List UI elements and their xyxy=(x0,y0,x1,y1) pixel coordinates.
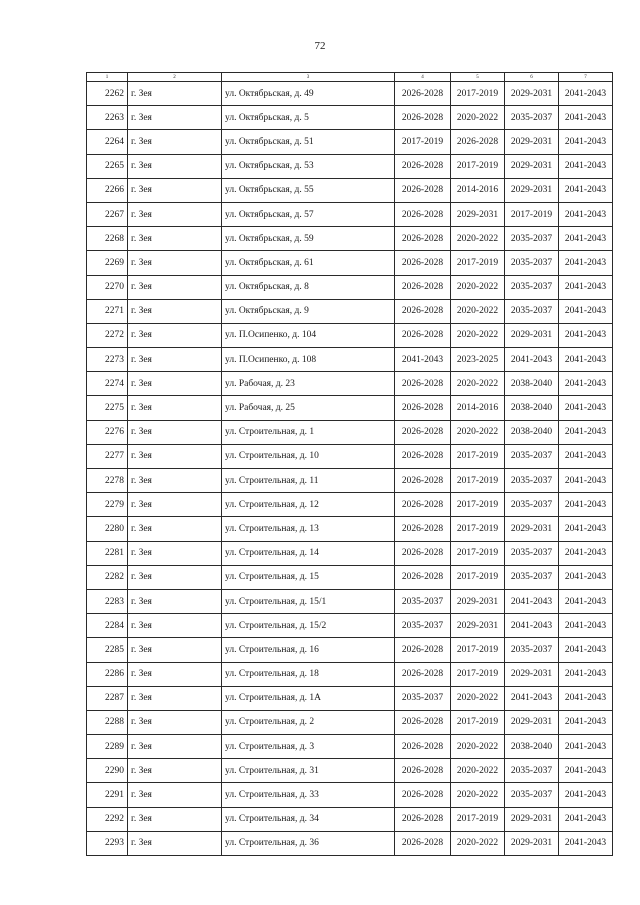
period-cell: 2029-2031 xyxy=(505,178,559,202)
row-number-cell: 2291 xyxy=(87,783,128,807)
period-cell: 2041-2043 xyxy=(559,662,613,686)
period-cell: 2026-2028 xyxy=(395,662,451,686)
period-cell: 2026-2028 xyxy=(395,299,451,323)
table-row xyxy=(87,807,613,831)
period-cell: 2041-2043 xyxy=(559,565,613,589)
period-cell: 2020-2022 xyxy=(451,420,505,444)
period-cell: 2035-2037 xyxy=(505,299,559,323)
table-row xyxy=(87,686,613,710)
table-row xyxy=(87,783,613,807)
address-cell: ул. Строительная, д. 31 xyxy=(222,759,395,783)
row-number-cell: 2269 xyxy=(87,251,128,275)
period-cell: 2020-2022 xyxy=(451,759,505,783)
period-cell: 2026-2028 xyxy=(395,396,451,420)
period-cell: 2017-2019 xyxy=(451,807,505,831)
row-number-cell: 2262 xyxy=(87,82,128,106)
table-row xyxy=(87,82,613,106)
period-cell: 2029-2031 xyxy=(505,710,559,734)
period-cell: 2029-2031 xyxy=(505,517,559,541)
address-cell: ул. Октябрьская, д. 5 xyxy=(222,106,395,130)
period-cell: 2041-2043 xyxy=(559,82,613,106)
period-cell: 2026-2028 xyxy=(395,735,451,759)
table-row xyxy=(87,396,613,420)
period-cell: 2020-2022 xyxy=(451,227,505,251)
period-cell: 2026-2028 xyxy=(395,202,451,226)
table-row xyxy=(87,614,613,638)
city-cell: г. Зея xyxy=(128,106,222,130)
period-cell: 2035-2037 xyxy=(505,227,559,251)
address-cell: ул. Строительная, д. 1А xyxy=(222,686,395,710)
column-header: 7 xyxy=(559,73,613,82)
period-cell: 2035-2037 xyxy=(395,589,451,613)
period-cell: 2026-2028 xyxy=(395,372,451,396)
period-cell: 2041-2043 xyxy=(559,275,613,299)
period-cell: 2029-2031 xyxy=(451,202,505,226)
address-cell: ул. Строительная, д. 33 xyxy=(222,783,395,807)
period-cell: 2041-2043 xyxy=(559,299,613,323)
period-cell: 2041-2043 xyxy=(559,154,613,178)
city-cell: г. Зея xyxy=(128,565,222,589)
period-cell: 2020-2022 xyxy=(451,106,505,130)
period-cell: 2017-2019 xyxy=(451,154,505,178)
period-cell: 2041-2043 xyxy=(559,106,613,130)
city-cell: г. Зея xyxy=(128,831,222,855)
period-cell: 2029-2031 xyxy=(505,154,559,178)
period-cell: 2038-2040 xyxy=(505,372,559,396)
period-cell: 2029-2031 xyxy=(505,662,559,686)
period-cell: 2023-2025 xyxy=(451,348,505,372)
period-cell: 2020-2022 xyxy=(451,783,505,807)
table-row xyxy=(87,541,613,565)
period-cell: 2026-2028 xyxy=(395,493,451,517)
period-cell: 2026-2028 xyxy=(395,106,451,130)
address-cell: ул. Октябрьская, д. 57 xyxy=(222,202,395,226)
period-cell: 2041-2043 xyxy=(559,638,613,662)
header-row xyxy=(87,73,613,82)
row-number-cell: 2273 xyxy=(87,348,128,372)
period-cell: 2017-2019 xyxy=(451,493,505,517)
period-cell: 2029-2031 xyxy=(505,831,559,855)
period-cell: 2029-2031 xyxy=(505,323,559,347)
period-cell: 2026-2028 xyxy=(395,565,451,589)
table-row xyxy=(87,227,613,251)
address-cell: ул. Строительная, д. 15/1 xyxy=(222,589,395,613)
row-number-cell: 2286 xyxy=(87,662,128,686)
address-cell: ул. Строительная, д. 15/2 xyxy=(222,614,395,638)
city-cell: г. Зея xyxy=(128,420,222,444)
address-cell: ул. Рабочая, д. 25 xyxy=(222,396,395,420)
period-cell: 2017-2019 xyxy=(451,541,505,565)
city-cell: г. Зея xyxy=(128,517,222,541)
period-cell: 2035-2037 xyxy=(505,275,559,299)
period-cell: 2026-2028 xyxy=(395,541,451,565)
row-number-cell: 2289 xyxy=(87,735,128,759)
column-header: 3 xyxy=(222,73,395,82)
row-number-cell: 2292 xyxy=(87,807,128,831)
table-row xyxy=(87,106,613,130)
period-cell: 2029-2031 xyxy=(505,807,559,831)
address-cell: ул. Строительная, д. 15 xyxy=(222,565,395,589)
row-number-cell: 2267 xyxy=(87,202,128,226)
period-cell: 2041-2043 xyxy=(559,686,613,710)
address-cell: ул. Строительная, д. 11 xyxy=(222,469,395,493)
city-cell: г. Зея xyxy=(128,638,222,662)
city-cell: г. Зея xyxy=(128,444,222,468)
table-row xyxy=(87,589,613,613)
period-cell: 2020-2022 xyxy=(451,735,505,759)
row-number-cell: 2270 xyxy=(87,275,128,299)
table-row xyxy=(87,348,613,372)
period-cell: 2020-2022 xyxy=(451,275,505,299)
table-row xyxy=(87,638,613,662)
row-number-cell: 2272 xyxy=(87,323,128,347)
city-cell: г. Зея xyxy=(128,589,222,613)
city-cell: г. Зея xyxy=(128,348,222,372)
table-row xyxy=(87,759,613,783)
table-row xyxy=(87,251,613,275)
period-cell: 2041-2043 xyxy=(559,469,613,493)
city-cell: г. Зея xyxy=(128,178,222,202)
row-number-cell: 2287 xyxy=(87,686,128,710)
period-cell: 2026-2028 xyxy=(395,444,451,468)
period-cell: 2035-2037 xyxy=(505,106,559,130)
address-cell: ул. Строительная, д. 34 xyxy=(222,807,395,831)
city-cell: г. Зея xyxy=(128,493,222,517)
column-header: 1 xyxy=(87,73,128,82)
period-cell: 2026-2028 xyxy=(395,251,451,275)
table-row xyxy=(87,493,613,517)
period-cell: 2038-2040 xyxy=(505,396,559,420)
period-cell: 2041-2043 xyxy=(559,783,613,807)
column-header: 6 xyxy=(505,73,559,82)
period-cell: 2017-2019 xyxy=(451,517,505,541)
period-cell: 2014-2016 xyxy=(451,178,505,202)
period-cell: 2041-2043 xyxy=(559,517,613,541)
period-cell: 2026-2028 xyxy=(395,831,451,855)
period-cell: 2035-2037 xyxy=(505,565,559,589)
address-cell: ул. Октябрьская, д. 61 xyxy=(222,251,395,275)
row-number-cell: 2284 xyxy=(87,614,128,638)
period-cell: 2035-2037 xyxy=(505,251,559,275)
table-row xyxy=(87,444,613,468)
city-cell: г. Зея xyxy=(128,275,222,299)
period-cell: 2041-2043 xyxy=(559,589,613,613)
address-cell: ул. Строительная, д. 1 xyxy=(222,420,395,444)
table-row xyxy=(87,323,613,347)
period-cell: 2041-2043 xyxy=(559,323,613,347)
row-number-cell: 2278 xyxy=(87,469,128,493)
period-cell: 2041-2043 xyxy=(559,130,613,154)
table-row xyxy=(87,299,613,323)
address-cell: ул. Октябрьская, д. 9 xyxy=(222,299,395,323)
period-cell: 2041-2043 xyxy=(559,807,613,831)
row-number-cell: 2276 xyxy=(87,420,128,444)
row-number-cell: 2263 xyxy=(87,106,128,130)
city-cell: г. Зея xyxy=(128,469,222,493)
period-cell: 2026-2028 xyxy=(395,154,451,178)
row-number-cell: 2274 xyxy=(87,372,128,396)
address-cell: ул. П.Осипенко, д. 108 xyxy=(222,348,395,372)
period-cell: 2041-2043 xyxy=(559,348,613,372)
address-cell: ул. Октябрьская, д. 49 xyxy=(222,82,395,106)
period-cell: 2026-2028 xyxy=(395,759,451,783)
period-cell: 2017-2019 xyxy=(451,82,505,106)
period-cell: 2017-2019 xyxy=(451,710,505,734)
period-cell: 2035-2037 xyxy=(505,444,559,468)
city-cell: г. Зея xyxy=(128,614,222,638)
table-row xyxy=(87,154,613,178)
row-number-cell: 2293 xyxy=(87,831,128,855)
period-cell: 2041-2043 xyxy=(559,178,613,202)
period-cell: 2020-2022 xyxy=(451,686,505,710)
column-header: 5 xyxy=(451,73,505,82)
period-cell: 2041-2043 xyxy=(559,614,613,638)
address-cell: ул. Строительная, д. 36 xyxy=(222,831,395,855)
table-row xyxy=(87,565,613,589)
row-number-cell: 2266 xyxy=(87,178,128,202)
address-cell: ул. Октябрьская, д. 59 xyxy=(222,227,395,251)
period-cell: 2020-2022 xyxy=(451,323,505,347)
address-cell: ул. Октябрьская, д. 51 xyxy=(222,130,395,154)
period-cell: 2041-2043 xyxy=(559,541,613,565)
city-cell: г. Зея xyxy=(128,323,222,347)
period-cell: 2035-2037 xyxy=(505,759,559,783)
period-cell: 2026-2028 xyxy=(395,178,451,202)
period-cell: 2026-2028 xyxy=(395,82,451,106)
period-cell: 2038-2040 xyxy=(505,735,559,759)
period-cell: 2035-2037 xyxy=(505,469,559,493)
period-cell: 2029-2031 xyxy=(451,589,505,613)
row-number-cell: 2290 xyxy=(87,759,128,783)
table-row xyxy=(87,710,613,734)
period-cell: 2041-2043 xyxy=(559,227,613,251)
period-cell: 2041-2043 xyxy=(559,396,613,420)
period-cell: 2041-2043 xyxy=(505,589,559,613)
period-cell: 2041-2043 xyxy=(559,831,613,855)
address-cell: ул. Строительная, д. 2 xyxy=(222,710,395,734)
city-cell: г. Зея xyxy=(128,662,222,686)
address-cell: ул. Октябрьская, д. 8 xyxy=(222,275,395,299)
table-row xyxy=(87,517,613,541)
row-number-cell: 2281 xyxy=(87,541,128,565)
period-cell: 2014-2016 xyxy=(451,396,505,420)
period-cell: 2035-2037 xyxy=(395,614,451,638)
city-cell: г. Зея xyxy=(128,735,222,759)
column-header: 4 xyxy=(395,73,451,82)
period-cell: 2041-2043 xyxy=(505,686,559,710)
period-cell: 2029-2031 xyxy=(505,130,559,154)
table-row xyxy=(87,469,613,493)
city-cell: г. Зея xyxy=(128,251,222,275)
city-cell: г. Зея xyxy=(128,82,222,106)
address-cell: ул. Строительная, д. 13 xyxy=(222,517,395,541)
period-cell: 2041-2043 xyxy=(395,348,451,372)
period-cell: 2017-2019 xyxy=(451,662,505,686)
city-cell: г. Зея xyxy=(128,710,222,734)
period-cell: 2020-2022 xyxy=(451,299,505,323)
table-row xyxy=(87,735,613,759)
period-cell: 2026-2028 xyxy=(395,783,451,807)
row-number-cell: 2285 xyxy=(87,638,128,662)
table-row xyxy=(87,202,613,226)
period-cell: 2035-2037 xyxy=(395,686,451,710)
page-number: 72 xyxy=(314,40,326,52)
period-cell: 2041-2043 xyxy=(505,614,559,638)
table-body xyxy=(87,82,613,856)
city-cell: г. Зея xyxy=(128,759,222,783)
period-cell: 2026-2028 xyxy=(451,130,505,154)
address-cell: ул. Октябрьская, д. 55 xyxy=(222,178,395,202)
address-cell: ул. Октябрьская, д. 53 xyxy=(222,154,395,178)
row-number-cell: 2265 xyxy=(87,154,128,178)
row-number-cell: 2271 xyxy=(87,299,128,323)
period-cell: 2026-2028 xyxy=(395,638,451,662)
period-cell: 2020-2022 xyxy=(451,372,505,396)
row-number-cell: 2280 xyxy=(87,517,128,541)
period-cell: 2041-2043 xyxy=(559,710,613,734)
table-row xyxy=(87,831,613,855)
city-cell: г. Зея xyxy=(128,783,222,807)
row-number-cell: 2283 xyxy=(87,589,128,613)
row-number-cell: 2264 xyxy=(87,130,128,154)
period-cell: 2041-2043 xyxy=(559,251,613,275)
table-row xyxy=(87,275,613,299)
row-number-cell: 2288 xyxy=(87,710,128,734)
period-cell: 2029-2031 xyxy=(451,614,505,638)
period-cell: 2017-2019 xyxy=(451,251,505,275)
table-row xyxy=(87,420,613,444)
period-cell: 2041-2043 xyxy=(559,202,613,226)
city-cell: г. Зея xyxy=(128,396,222,420)
address-cell: ул. Строительная, д. 10 xyxy=(222,444,395,468)
period-cell: 2026-2028 xyxy=(395,807,451,831)
housing-registry-table xyxy=(86,72,613,856)
city-cell: г. Зея xyxy=(128,372,222,396)
column-header: 2 xyxy=(128,73,222,82)
period-cell: 2017-2019 xyxy=(451,638,505,662)
period-cell: 2017-2019 xyxy=(451,469,505,493)
period-cell: 2026-2028 xyxy=(395,323,451,347)
row-number-cell: 2275 xyxy=(87,396,128,420)
address-cell: ул. Рабочая, д. 23 xyxy=(222,372,395,396)
period-cell: 2026-2028 xyxy=(395,420,451,444)
row-number-cell: 2277 xyxy=(87,444,128,468)
row-number-cell: 2282 xyxy=(87,565,128,589)
period-cell: 2017-2019 xyxy=(451,444,505,468)
address-cell: ул. П.Осипенко, д. 104 xyxy=(222,323,395,347)
address-cell: ул. Строительная, д. 14 xyxy=(222,541,395,565)
city-cell: г. Зея xyxy=(128,807,222,831)
period-cell: 2035-2037 xyxy=(505,541,559,565)
period-cell: 2035-2037 xyxy=(505,493,559,517)
city-cell: г. Зея xyxy=(128,154,222,178)
city-cell: г. Зея xyxy=(128,299,222,323)
address-cell: ул. Строительная, д. 16 xyxy=(222,638,395,662)
address-cell: ул. Строительная, д. 3 xyxy=(222,735,395,759)
city-cell: г. Зея xyxy=(128,541,222,565)
table-row xyxy=(87,178,613,202)
period-cell: 2035-2037 xyxy=(505,783,559,807)
address-cell: ул. Строительная, д. 12 xyxy=(222,493,395,517)
period-cell: 2041-2043 xyxy=(559,444,613,468)
period-cell: 2041-2043 xyxy=(559,759,613,783)
period-cell: 2035-2037 xyxy=(505,638,559,662)
period-cell: 2026-2028 xyxy=(395,517,451,541)
period-cell: 2026-2028 xyxy=(395,710,451,734)
period-cell: 2041-2043 xyxy=(505,348,559,372)
period-cell: 2020-2022 xyxy=(451,831,505,855)
period-cell: 2041-2043 xyxy=(559,735,613,759)
period-cell: 2038-2040 xyxy=(505,420,559,444)
period-cell: 2041-2043 xyxy=(559,493,613,517)
row-number-cell: 2279 xyxy=(87,493,128,517)
period-cell: 2017-2019 xyxy=(395,130,451,154)
city-cell: г. Зея xyxy=(128,130,222,154)
period-cell: 2026-2028 xyxy=(395,275,451,299)
period-cell: 2041-2043 xyxy=(559,372,613,396)
city-cell: г. Зея xyxy=(128,202,222,226)
period-cell: 2026-2028 xyxy=(395,469,451,493)
period-cell: 2017-2019 xyxy=(505,202,559,226)
address-cell: ул. Строительная, д. 18 xyxy=(222,662,395,686)
row-number-cell: 2268 xyxy=(87,227,128,251)
period-cell: 2026-2028 xyxy=(395,227,451,251)
period-cell: 2041-2043 xyxy=(559,420,613,444)
period-cell: 2017-2019 xyxy=(451,565,505,589)
table-row xyxy=(87,662,613,686)
table-row xyxy=(87,372,613,396)
city-cell: г. Зея xyxy=(128,686,222,710)
period-cell: 2029-2031 xyxy=(505,82,559,106)
table-row xyxy=(87,130,613,154)
city-cell: г. Зея xyxy=(128,227,222,251)
